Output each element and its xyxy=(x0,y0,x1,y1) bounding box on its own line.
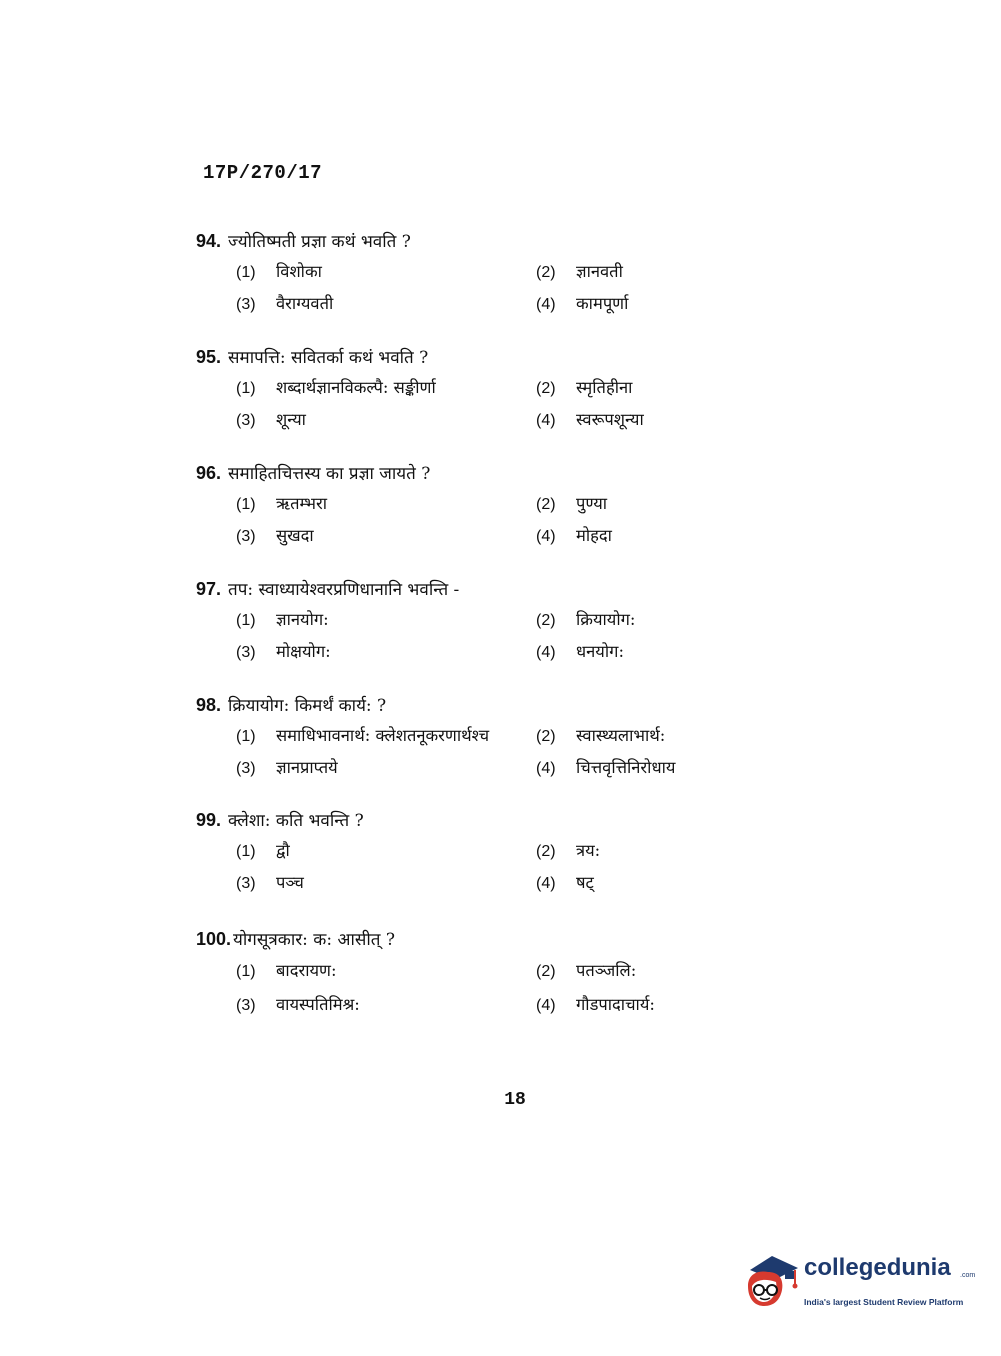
option-number: (3) xyxy=(236,412,256,429)
question-stem xyxy=(196,342,756,372)
collegedunia-watermark xyxy=(742,1248,976,1320)
option-3 xyxy=(236,752,338,785)
option-text: ज्ञानवती xyxy=(576,262,623,281)
option-text: मोहदा xyxy=(576,526,612,545)
question-text: समापत्ति: सवितर्का कथं भवति ? xyxy=(228,348,429,368)
option-text: कामपूर्णा xyxy=(576,294,629,313)
option-number: (3) xyxy=(236,528,256,545)
option-text: स्मृतिहीना xyxy=(576,378,633,397)
question-98 xyxy=(196,690,756,784)
question-text: क्रियायोग: किमर्थं कार्य: ? xyxy=(228,696,387,716)
option-4 xyxy=(536,404,644,437)
option-4 xyxy=(536,752,675,785)
option-number: (3) xyxy=(236,644,256,661)
option-number: (4) xyxy=(536,760,556,777)
option-text: द्वौ xyxy=(276,841,290,860)
option-4 xyxy=(536,988,655,1023)
question-stem xyxy=(196,924,756,954)
option-1 xyxy=(236,372,436,405)
question-number: 97. xyxy=(196,579,222,599)
option-text: ज्ञानयोग: xyxy=(276,610,329,629)
option-text: विशोका xyxy=(276,262,322,281)
option-4 xyxy=(536,520,612,553)
question-95 xyxy=(196,342,756,436)
option-number: (1) xyxy=(236,843,256,860)
option-text: वायस्पतिमिश्र: xyxy=(276,995,360,1014)
mascot-logo-icon xyxy=(742,1248,804,1320)
question-number: 95. xyxy=(196,347,222,367)
option-1 xyxy=(236,604,329,637)
question-number: 100. xyxy=(196,929,232,949)
question-94 xyxy=(196,226,756,320)
option-text: पञ्च xyxy=(276,873,304,892)
question-96 xyxy=(196,458,756,552)
option-text: ऋतम्भरा xyxy=(276,494,328,513)
question-text: समाहितचित्तस्य का प्रज्ञा जायते ? xyxy=(228,464,431,484)
option-text: धनयोग: xyxy=(576,642,624,661)
option-number: (1) xyxy=(236,264,256,281)
option-number: (1) xyxy=(236,612,256,629)
question-stem xyxy=(196,690,756,720)
question-text: योगसूत्रकार: क: आसीत् ? xyxy=(233,930,395,950)
option-1 xyxy=(236,835,290,868)
option-text: शब्दार्थज्ञानविकल्पै: सङ्कीर्णा xyxy=(276,378,436,397)
question-text: ज्योतिष्मती प्रज्ञा कथं भवति ? xyxy=(228,232,411,252)
option-text: पतञ्जलि: xyxy=(576,961,637,980)
option-number: (3) xyxy=(236,875,256,892)
question-stem xyxy=(196,574,756,604)
page-number: 18 xyxy=(504,1090,526,1110)
option-2 xyxy=(536,256,623,289)
option-2 xyxy=(536,835,600,868)
option-text: त्रय: xyxy=(576,841,601,860)
option-number: (2) xyxy=(536,496,556,513)
option-text: समाधिभावनार्थ: क्लेशतनूकरणार्थश्च xyxy=(276,726,490,745)
option-2 xyxy=(536,372,632,405)
option-number: (2) xyxy=(536,264,556,281)
brand-name: collegedunia xyxy=(804,1254,951,1281)
option-1 xyxy=(236,488,327,521)
question-99 xyxy=(196,805,756,899)
option-4 xyxy=(536,636,624,669)
option-text: चित्तवृत्तिनिरोधाय xyxy=(576,758,676,777)
option-text: शून्या xyxy=(276,410,306,429)
option-number: (4) xyxy=(536,296,556,313)
option-text: षट् xyxy=(576,873,594,892)
option-text: स्वरूपशून्या xyxy=(576,410,644,429)
option-number: (4) xyxy=(536,528,556,545)
option-3 xyxy=(236,288,333,321)
option-text: वैराग्यवती xyxy=(276,294,334,313)
option-number: (2) xyxy=(536,963,556,980)
question-100 xyxy=(196,924,756,1022)
option-text: स्वास्थ्यलाभार्थ: xyxy=(576,726,666,745)
option-number: (2) xyxy=(536,728,556,745)
option-text: बादरायण: xyxy=(276,961,337,980)
option-number: (2) xyxy=(536,380,556,397)
option-number: (1) xyxy=(236,963,256,980)
brand-domain: .com xyxy=(960,1272,976,1279)
option-number: (3) xyxy=(236,296,256,313)
option-2 xyxy=(536,488,607,521)
question-text: तप: स्वाध्यायेश्वरप्रणिधानानि भवन्ति - xyxy=(228,580,460,600)
option-text: मोक्षयोग: xyxy=(276,642,331,661)
option-text: पुण्या xyxy=(576,494,608,513)
option-2 xyxy=(536,954,636,989)
option-3 xyxy=(236,520,314,553)
option-text: ज्ञानप्राप्तये xyxy=(276,758,338,777)
option-3 xyxy=(236,867,304,900)
option-text: क्रियायोग: xyxy=(576,610,636,629)
paper-code: 17P/270/17 xyxy=(203,162,323,184)
question-stem xyxy=(196,458,756,488)
option-3 xyxy=(236,404,306,437)
option-1 xyxy=(236,256,322,289)
question-97 xyxy=(196,574,756,668)
option-1 xyxy=(236,720,489,753)
question-number: 98. xyxy=(196,695,222,715)
option-number: (4) xyxy=(536,875,556,892)
option-4 xyxy=(536,288,628,321)
option-number: (4) xyxy=(536,412,556,429)
question-stem xyxy=(196,805,756,835)
option-1 xyxy=(236,954,337,989)
option-number: (4) xyxy=(536,997,556,1014)
option-4 xyxy=(536,867,594,900)
brand-tagline: India's largest Student Review Platform xyxy=(804,1297,964,1307)
question-stem xyxy=(196,226,756,256)
option-number: (2) xyxy=(536,843,556,860)
option-2 xyxy=(536,604,635,637)
option-3 xyxy=(236,636,331,669)
option-2 xyxy=(536,720,665,753)
option-number: (1) xyxy=(236,496,256,513)
option-number: (4) xyxy=(536,644,556,661)
option-number: (1) xyxy=(236,728,256,745)
option-number: (3) xyxy=(236,997,256,1014)
option-text: सुखदा xyxy=(276,526,314,545)
question-number: 94. xyxy=(196,231,222,251)
question-number: 96. xyxy=(196,463,222,483)
option-number: (2) xyxy=(536,612,556,629)
option-number: (3) xyxy=(236,760,256,777)
option-number: (1) xyxy=(236,380,256,397)
question-number: 99. xyxy=(196,810,222,830)
question-text: क्लेशा: कति भवन्ति ? xyxy=(228,811,364,831)
option-text: गौडपादाचार्य: xyxy=(576,995,655,1014)
option-3 xyxy=(236,988,360,1023)
